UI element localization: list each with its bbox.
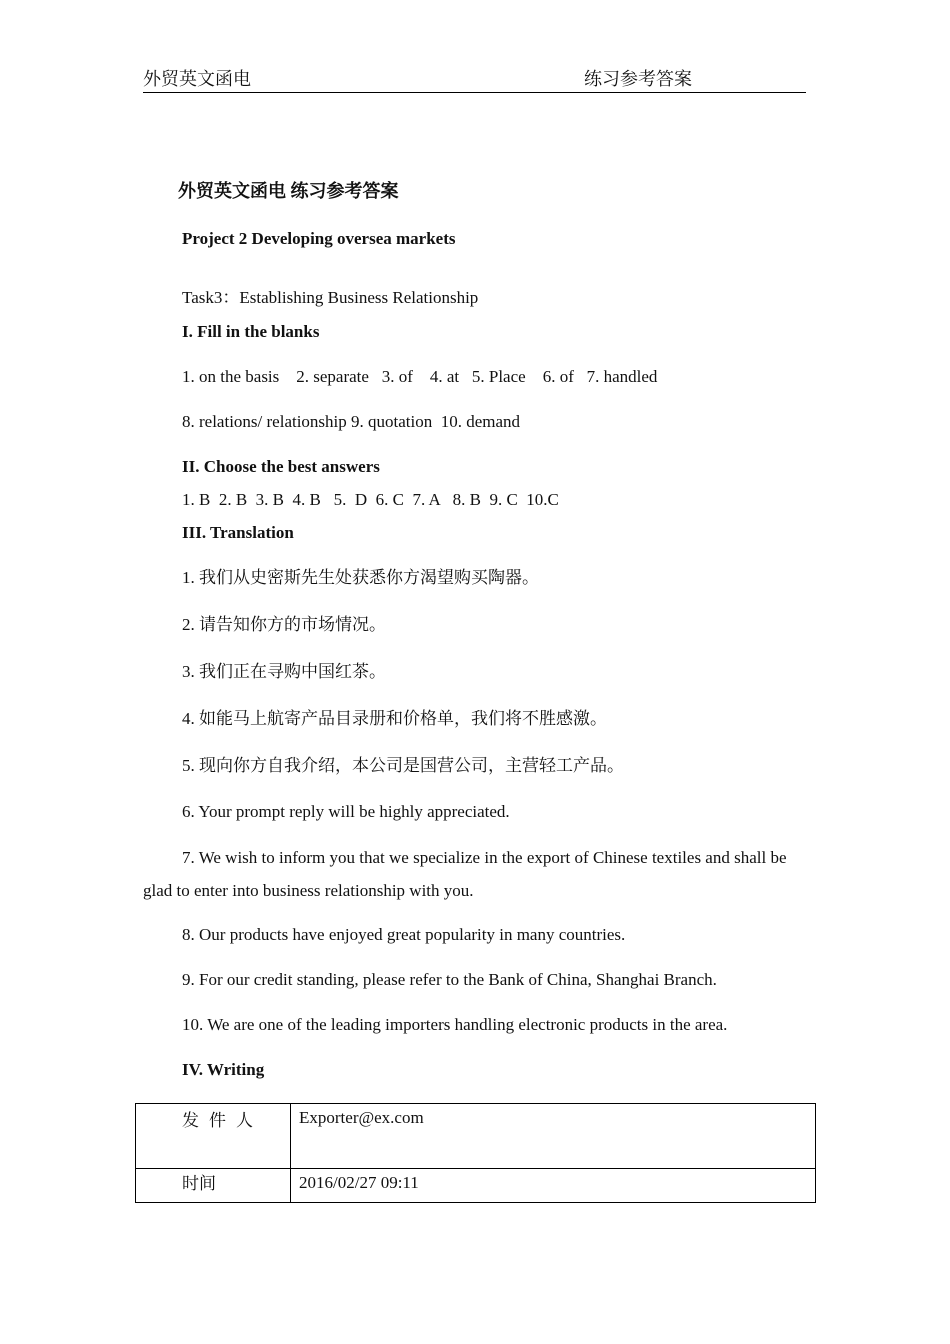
- fill-blanks-answers-line-1: 1. on the basis 2. separate 3. of 4. at 5. Place 6. of 7. handled: [182, 367, 658, 386]
- from-value: Exporter@ex.com: [291, 1104, 816, 1169]
- section-translation-heading: III. Translation: [182, 523, 294, 542]
- translation-item: 5. 现向你方自我介绍，本公司是国营公司，主营轻工产品。: [182, 756, 624, 775]
- task-heading: Task3：Establishing Business Relationship: [182, 288, 479, 307]
- project-heading: Project 2 Developing oversea markets: [182, 229, 456, 248]
- header-left-title: 外贸英文函电: [143, 69, 251, 89]
- document-title: 外贸英文函电 练习参考答案: [178, 181, 399, 201]
- time-label: 时间: [136, 1169, 291, 1203]
- fill-blanks-answers-line-2: 8. relations/ relationship 9. quotation 10. demand: [182, 412, 521, 431]
- section-fill-blanks-heading: I. Fill in the blanks: [182, 322, 320, 341]
- translation-item: 2. 请告知你方的市场情况。: [182, 615, 386, 634]
- table-row: [136, 1104, 816, 1169]
- translation-item: 1. 我们从史密斯先生处获悉你方渴望购买陶器。: [182, 568, 539, 587]
- table-row: [136, 1169, 816, 1203]
- from-label: 发件人: [136, 1104, 291, 1169]
- translation-item: 4. 如能马上航寄产品目录册和价格单，我们将不胜感激。: [182, 709, 607, 728]
- translation-item: 9. For our credit standing, please refer to the Bank of China, Shanghai Branch.: [182, 970, 717, 989]
- translation-item: 7. We wish to inform you that we specialize in the export of Chinese textiles and shall be glad to enter into business relationship with you.: [143, 848, 787, 900]
- choose-answers-line: 1. B 2. B 3. B 4. B 5. D 6. C 7. A 8. B 9. C 10.C: [182, 490, 559, 509]
- email-header-table: [135, 1103, 816, 1203]
- translation-item: 6. Your prompt reply will be highly appreciated.: [182, 802, 510, 821]
- page-header: [143, 68, 806, 93]
- header-right-title: 练习参考答案: [584, 69, 692, 89]
- section-choose-heading: II. Choose the best answers: [182, 457, 380, 476]
- translation-item: 10. We are one of the leading importers handling electronic products in the area.: [182, 1015, 728, 1034]
- translation-item: 8. Our products have enjoyed great popularity in many countries.: [182, 925, 626, 944]
- time-value: 2016/02/27 09:11: [291, 1169, 816, 1203]
- section-writing-heading: IV. Writing: [182, 1060, 265, 1079]
- translation-item: 3. 我们正在寻购中国红茶。: [182, 662, 386, 681]
